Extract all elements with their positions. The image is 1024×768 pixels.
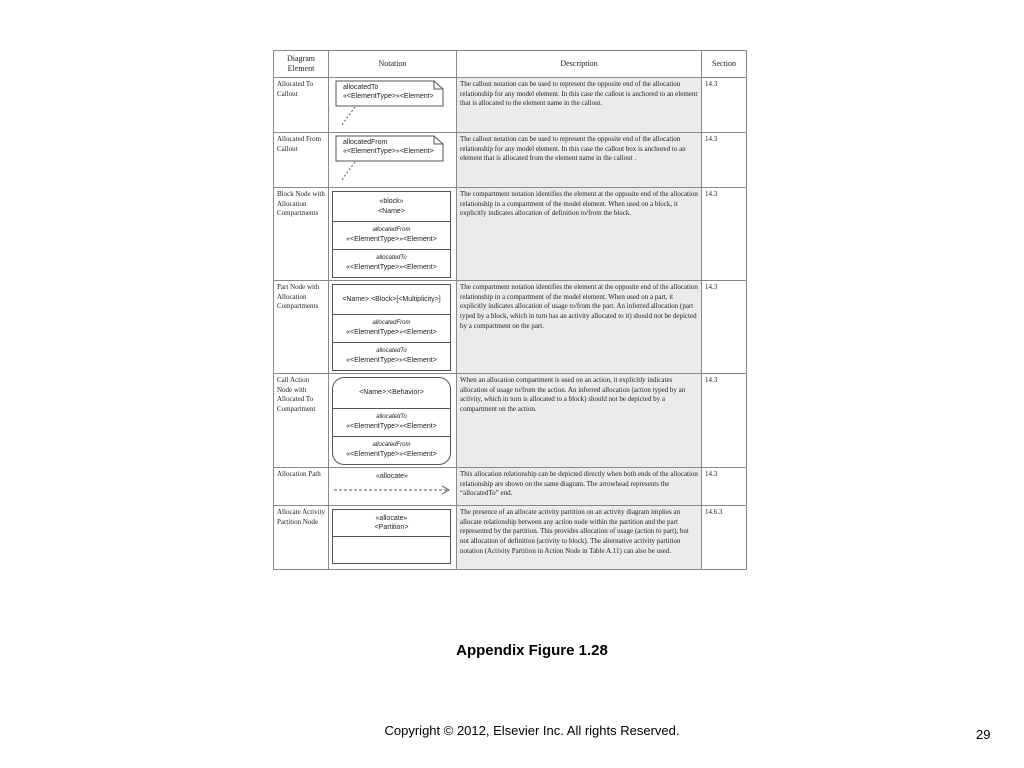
callout-keyword: allocatedFrom <box>343 139 388 146</box>
compartment-value: «<ElementType>»<Element> <box>346 356 437 364</box>
allocated-to-compartment <box>333 408 450 436</box>
allocation-notation-table-figure <box>273 50 746 570</box>
copyright-notice: Copyright © 2012, Elsevier Inc. All rights Reserved. <box>384 723 680 738</box>
callout-notation <box>333 80 443 106</box>
partition-body <box>333 537 450 563</box>
header-diagram-element: Diagram Element <box>274 51 329 78</box>
compartment-keyword: allocatedFrom <box>372 227 411 234</box>
row-notation <box>329 468 457 506</box>
partition-stereotype: «allocate» <box>375 514 408 522</box>
allocate-stereotype: «allocate» <box>376 473 408 480</box>
block-name: <Name> <box>378 207 405 215</box>
callout-element: «<ElementType>»<Element> <box>343 148 434 156</box>
allocated-from-compartment <box>333 314 450 342</box>
table-row <box>274 468 747 506</box>
callout-text <box>343 138 434 157</box>
compartment-keyword: allocatedFrom <box>372 442 411 449</box>
compartment-keyword: allocatedTo <box>376 255 407 262</box>
part-name-compartment <box>333 285 450 314</box>
row-element-name: Allocated To Callout <box>274 78 329 133</box>
table-row <box>274 188 747 281</box>
partition-name: <Partition> <box>374 524 409 531</box>
action-name: <Name>:<Behavior> <box>359 389 424 397</box>
callout-notation <box>333 135 443 161</box>
allocated-from-compartment <box>333 436 450 464</box>
row-notation <box>329 78 457 133</box>
compartment-keyword: allocatedFrom <box>372 320 411 327</box>
row-section: 14.3 <box>702 374 747 468</box>
row-element-name: Allocate Activity Partition Node <box>274 506 329 570</box>
row-notation <box>329 506 457 570</box>
row-notation <box>329 374 457 468</box>
page-number: 29 <box>976 727 991 742</box>
compartment-value: «<ElementType>»<Element> <box>346 328 437 336</box>
header-section: Section <box>702 51 747 78</box>
figure-caption: Appendix Figure 1.28 <box>456 642 608 659</box>
activity-partition-notation <box>332 509 451 564</box>
row-element-name: Allocated From Callout <box>274 133 329 188</box>
allocated-to-compartment <box>333 342 450 370</box>
compartment-value: «<ElementType>»<Element> <box>346 263 437 271</box>
table-row <box>274 374 747 468</box>
row-notation <box>329 133 457 188</box>
part-node-notation <box>332 284 451 371</box>
row-description: The compartment notation identifies the element at the opposite end of the allocation relationship in a compartment of the model element. When used on a part, it explicitly indicates allocation of usage to/from the part. An inferred allocation (part typed by a block, which in turn has an activity allocated to it) should not be depicted by a compartment on the part. <box>457 281 702 374</box>
row-section: 14.3 <box>702 468 747 506</box>
table-row <box>274 78 747 133</box>
callout-text <box>343 83 434 102</box>
row-description: The presence of an allocate activity partition on an activity diagram implies an allocate relationship between any action node within the partition and the part represented by the partition. This provides allocation of usage (action to part), but not allocation of definition (activity to block). The alternative activity partition notation (Activity Partition in Action Node in Table A.11) can also be used. <box>457 506 702 570</box>
block-name-compartment <box>333 192 450 221</box>
compartment-keyword: allocatedTo <box>376 348 407 355</box>
row-element-name: Part Node with Allocation Compartments <box>274 281 329 374</box>
compartment-value: «<ElementType>»<Element> <box>346 235 437 243</box>
row-section: 14.3 <box>702 133 747 188</box>
row-element-name: Allocation Path <box>274 468 329 506</box>
compartment-keyword: allocatedTo <box>376 414 407 421</box>
row-section: 14.3 <box>702 78 747 133</box>
dashed-arrow <box>332 484 454 496</box>
allocation-path-notation <box>332 470 453 500</box>
row-notation <box>329 281 457 374</box>
callout-keyword: allocatedTo <box>343 84 379 91</box>
table-row <box>274 133 747 188</box>
row-description: The compartment notation identifies the element at the opposite end of the allocation relationship in a compartment of the model element. When used on a block, it explicitly indicates allocation of definition to/from the block. <box>457 188 702 281</box>
part-name: <Name>:<Block>[<Multiplicity>] <box>342 295 441 303</box>
row-notation <box>329 188 457 281</box>
row-description: When an allocation compartment is used on an action, it explicitly indicates allocation of usage to/from the action. An inferred allocation (action typed by an activity, which in turn is allocated to a block) should not be depicted by a compartment on the action. <box>457 374 702 468</box>
row-description: The callout notation can be used to represent the opposite end of the allocation relationship for any model element. In this case the callout is anchored to an element that is allocated to the element name in the callout. <box>457 78 702 133</box>
allocated-from-compartment <box>333 221 450 249</box>
table-row <box>274 506 747 570</box>
table-row <box>274 281 747 374</box>
allocated-to-compartment <box>333 249 450 277</box>
row-section: 14.3 <box>702 281 747 374</box>
action-name-compartment <box>333 378 450 408</box>
row-section: 14.3 <box>702 188 747 281</box>
compartment-value: «<ElementType>»<Element> <box>346 450 437 458</box>
table-header-row <box>274 51 747 78</box>
row-section: 14.6.3 <box>702 506 747 570</box>
allocation-notation-table <box>273 50 747 570</box>
block-node-notation <box>332 191 451 278</box>
row-description: This allocation relationship can be depicted directly when both ends of the allocation relationship are shown on the same diagram. The arrowhead represents the “allocatedTo” end. <box>457 468 702 506</box>
block-stereotype: «block» <box>379 198 404 206</box>
callout-element: «<ElementType>»<Element> <box>343 93 434 101</box>
header-notation: Notation <box>329 51 457 78</box>
call-action-node-notation <box>332 377 451 465</box>
row-element-name: Call Action Node with Allocated To Compartment <box>274 374 329 468</box>
row-element-name: Block Node with Allocation Compartments <box>274 188 329 281</box>
partition-header <box>333 510 450 537</box>
row-description: The callout notation can be used to represent the opposite end of the allocation relationship for any model element. In this case the callout box is anchored to an element that is allocated from the element name in the callout . <box>457 133 702 188</box>
compartment-value: «<ElementType>»<Element> <box>346 422 437 430</box>
header-description: Description <box>457 51 702 78</box>
